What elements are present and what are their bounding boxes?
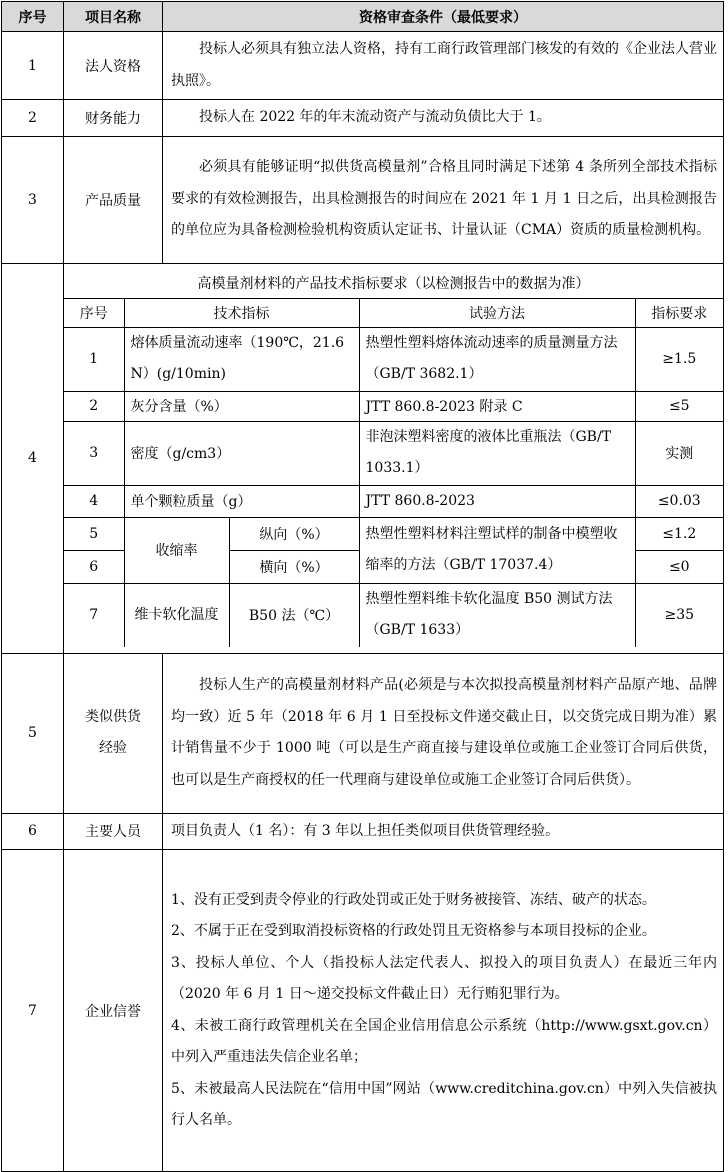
tech-indicator: 灰分含量（%） (124, 391, 359, 421)
header-requirement: 资格审查条件（最低要求） (163, 2, 724, 32)
qualification-table (1, 1, 724, 1172)
table-row (2, 136, 724, 263)
row-item: 类似供货经验 (64, 653, 163, 813)
table-row (2, 653, 724, 813)
table-row (2, 100, 724, 137)
tech-group: 收缩率 (124, 517, 229, 583)
row-text: 投标人在 2022 年的年末流动资产与流动负债比大于 1。 (163, 100, 724, 137)
tech-req: ≤0 (635, 550, 723, 583)
row-credit-list (163, 850, 724, 1172)
table-header-row (2, 2, 724, 32)
table-row (2, 850, 724, 1172)
tech-row (64, 485, 723, 517)
tech-group: 维卡软化温度 (124, 583, 229, 647)
row-no: 6 (2, 813, 64, 850)
tech-indicator: 密度（g/cm3） (124, 421, 359, 485)
header-item: 项目名称 (64, 2, 163, 32)
tech-title: 高模量剂材料的产品技术指标要求（以检测报告中的数据为准） (64, 269, 723, 298)
tech-no: 6 (64, 550, 124, 583)
tech-row (64, 421, 723, 485)
row-no: 4 (2, 263, 64, 653)
tech-req: ≤0.03 (635, 485, 723, 517)
row-text: 投标人生产的高模量剂材料产品(必须是与本次拟投高模量剂材料产品原产地、品牌均一致）近 5 年（2018 年 6 月 1 日至投标文件递交截止日，以交货完成日期为准）累计销售量不少于 1000 吨（可以是生产商直接与建设单位或施工企业签订合同后供货，也可以是生产商授权的任一代理商与建设单位或施工企业签订合同后供货）。 (163, 653, 724, 813)
table-row (2, 813, 724, 850)
row-no: 1 (2, 32, 64, 100)
tech-header-no: 序号 (64, 298, 124, 327)
row-text: 项目负责人（1 名）：有 3 年以上担任类似项目供货管理经验。 (163, 813, 724, 850)
tech-indicator: 单个颗粒质量（g） (124, 485, 359, 517)
tech-method: 热塑性塑料材料注塑试样的制备中模塑收缩率的方法（GB/T 17037.4） (359, 517, 635, 583)
row-no: 7 (2, 850, 64, 1172)
row-text: 投标人必须具有独立法人资格，持有工商行政管理部门核发的有效的《企业法人营业执照》。 (163, 32, 724, 100)
credit-item: 3、投标人单位、个人（指投标人法定代表人、拟投入的项目负责人）在最近三年内（2020 年 6 月 1 日～递交投标文件截止日）无行贿犯罪行为。 (171, 954, 717, 1002)
header-no: 序号 (2, 2, 64, 32)
tech-sub-indicator: 纵向（%） (229, 517, 359, 550)
row-no: 5 (2, 653, 64, 813)
row-item: 财务能力 (64, 100, 163, 137)
tech-row (64, 583, 723, 647)
tech-spec-cell (64, 263, 724, 653)
credit-item: 2、不属于正在受到取消投标资格的行政处罚且无资格参与本项目投标的企业。 (171, 923, 656, 939)
credit-item: 1、没有正受到责令停业的行政处罚或正处于财务被接管、冻结、破产的状态。 (171, 891, 656, 908)
tech-no: 3 (64, 421, 124, 485)
row-text: 必须具有能够证明“拟供货高模量剂”合格且同时满足下述第 4 条所列全部技术指标要求的有效检测报告，出具检测报告的时间应在 2021 年 1 月 1 日之后，出具检测报告的单位应为具备检测检验机构资质认定证书、计量认证（CMA）资质的质量检测机构。 (163, 136, 724, 263)
tech-req: 实测 (635, 421, 723, 485)
tech-sub-indicator: 横向（%） (229, 550, 359, 583)
table-row (2, 263, 724, 653)
tech-header-indicator: 技术指标 (124, 298, 359, 327)
tech-row (64, 391, 723, 421)
row-item: 产品质量 (64, 136, 163, 263)
row-no: 2 (2, 100, 64, 137)
tech-req: ≥1.5 (635, 327, 723, 391)
tech-no: 4 (64, 485, 124, 517)
row-item: 企业信誉 (64, 850, 163, 1172)
tech-sub-indicator: B50 法（℃） (229, 583, 359, 647)
tech-header-row (64, 298, 723, 327)
tech-no: 1 (64, 327, 124, 391)
row-item: 主要人员 (64, 813, 163, 850)
row-no: 3 (2, 136, 64, 263)
tech-no: 2 (64, 391, 124, 421)
tech-row (64, 517, 723, 550)
tech-req: ≤1.2 (635, 517, 723, 550)
tech-req: ≥35 (635, 583, 723, 647)
row-item: 法人资格 (64, 32, 163, 100)
tech-req: ≤5 (635, 391, 723, 421)
tech-method: JTT 860.8-2023 (359, 485, 635, 517)
tech-no: 5 (64, 517, 124, 550)
table-row (2, 32, 724, 100)
credit-item: 4、未被工商行政管理机关在全国企业信用信息公示系统（http://www.gsxt.gov.cn）中列入严重违法失信企业名单； (171, 1017, 717, 1065)
tech-row (64, 327, 723, 391)
tech-method: 热塑性塑料维卡软化温度 B50 测试方法（GB/T 1633） (359, 583, 635, 647)
credit-item: 5、未被最高人民法院在“信用中国”网站（www.creditchina.gov.cn）中列入失信被执行人名单。 (171, 1080, 717, 1128)
tech-spec-table (64, 269, 723, 647)
tech-no: 7 (64, 583, 124, 647)
tech-method: 热塑性塑料熔体流动速率的质量测量方法（GB/T 3682.1） (359, 327, 635, 391)
tech-header-req: 指标要求 (635, 298, 723, 327)
tech-title-row (64, 269, 723, 298)
tech-indicator: 熔体质量流动速率（190℃，21.6 N）(g/10min) (124, 327, 359, 391)
tech-method: JTT 860.8-2023 附录 C (359, 391, 635, 421)
tech-method: 非泡沫塑料密度的液体比重瓶法（GB/T 1033.1） (359, 421, 635, 485)
tech-header-method: 试验方法 (359, 298, 635, 327)
